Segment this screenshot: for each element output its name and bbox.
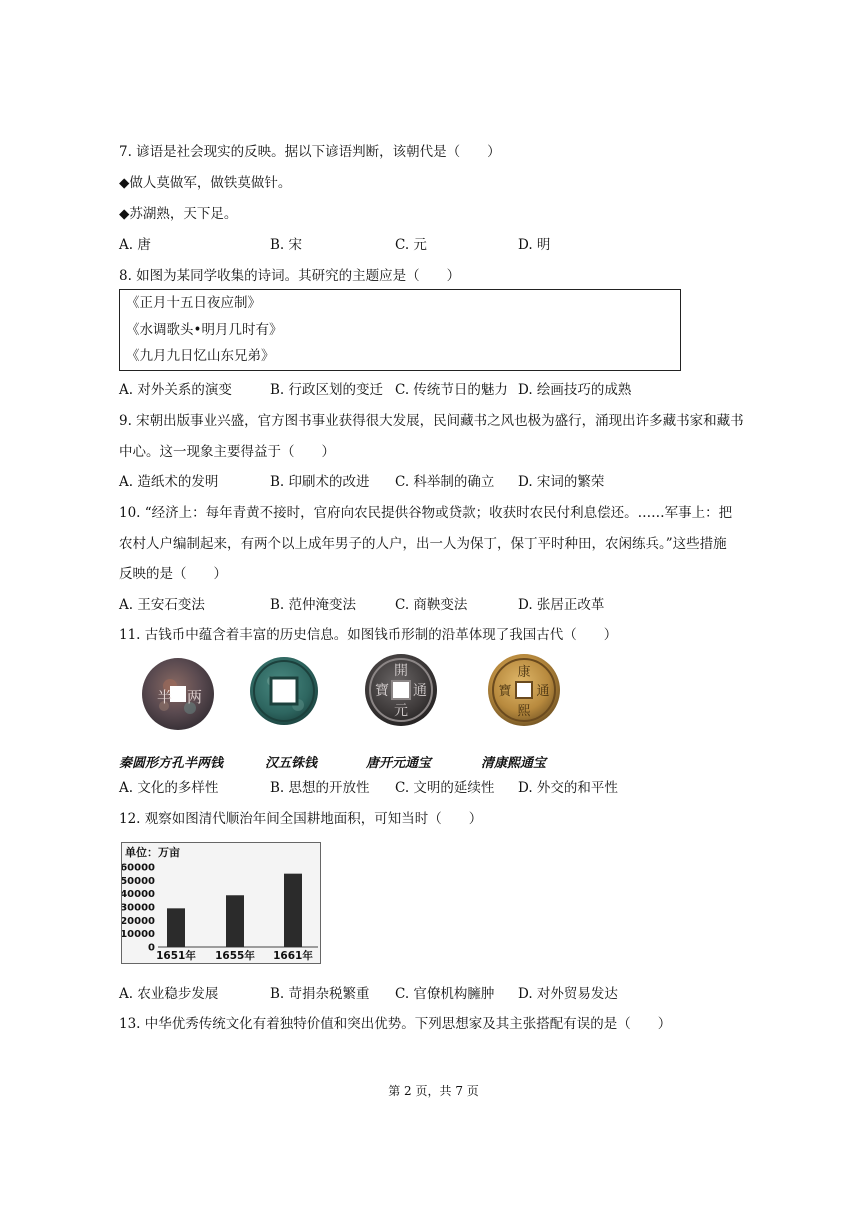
q11-option-c[interactable]: C. 文明的延续性: [395, 780, 495, 796]
q9-option-c[interactable]: C. 科举制的确立: [395, 474, 495, 490]
q11-stem: 11. 古钱币中蕴含着丰富的历史信息。如图钱币形制的沿革体现了我国古代（ ）: [119, 627, 618, 643]
y-tick-label: 0: [148, 942, 155, 954]
x-tick-label: 1661年: [273, 950, 313, 962]
x-tick-label: 1655年: [215, 950, 255, 962]
q8-poem-3: 《九月九日忆山东兄弟》: [126, 348, 275, 364]
qing-coin-char-bottom: 熙: [517, 704, 531, 719]
chart-title: 单位：万亩: [125, 846, 180, 859]
tang-coin-char-right: 通: [413, 683, 427, 699]
qing-kangxi-coin-image: [486, 652, 562, 728]
q9-stem-line-1: 9. 宋朝出版事业兴盛，官方图书事业获得很大发展，民间藏书之风也极为盛行，涌现出许多藏书家和藏书: [119, 413, 744, 429]
qing-coin-char-top: 康: [517, 665, 531, 680]
q11-option-b[interactable]: B. 思想的开放性: [270, 780, 370, 796]
q7-proverb-1: ◆做人莫做军，做铁莫做针。: [119, 175, 292, 191]
farmland-area-chart: [121, 842, 321, 964]
y-tick-label: 60000: [122, 862, 155, 874]
q9-option-d[interactable]: D. 宋词的繁荣: [518, 474, 605, 490]
qin-coin-char-1: 半: [157, 688, 173, 706]
q9-stem-line-2: 中心。这一现象主要得益于（ ）: [119, 444, 335, 460]
coin-caption-qin: 秦圆形方孔半两钱: [119, 756, 224, 771]
tang-coin-char-left: 寶: [375, 683, 389, 699]
q10-option-a[interactable]: A. 王安石变法: [119, 597, 205, 613]
q10-option-b[interactable]: B. 范仲淹变法: [270, 597, 357, 613]
han-wuzhu-coin-image: [248, 655, 320, 727]
coin-caption-tang: 唐开元通宝: [366, 756, 432, 771]
y-tick-label: 20000: [122, 915, 155, 927]
qing-coin-char-left: 寶: [498, 684, 512, 699]
q8-option-d[interactable]: D. 绘画技巧的成熟: [518, 382, 632, 398]
q13-stem: 13. 中华优秀传统文化有着独特价值和突出优势。下列思想家及其主张搭配有误的是（ ）: [119, 1016, 672, 1032]
q7-option-a[interactable]: A. 唐: [119, 237, 151, 253]
q8-poem-box: [119, 289, 681, 371]
y-tick-label: 30000: [122, 902, 155, 914]
q12-option-c[interactable]: C. 官僚机构臃肿: [395, 986, 495, 1002]
y-tick-label: 50000: [122, 875, 155, 887]
q10-stem-line-1: 10. “经济上：每年青黄不接时，官府向农民提供谷物或贷款；收获时农民付利息偿还。……军事上：把: [119, 505, 733, 521]
bar-1661年: [284, 874, 302, 947]
bar-1655年: [226, 895, 244, 947]
q8-option-b[interactable]: B. 行政区划的变迁: [270, 382, 384, 398]
q12-option-b[interactable]: B. 苛捐杂税繁重: [270, 986, 370, 1002]
q8-poem-1: 《正月十五日夜应制》: [126, 295, 261, 311]
qin-coin-char-2: 两: [187, 688, 203, 706]
q12-option-a[interactable]: A. 农业稳步发展: [119, 986, 219, 1002]
tang-coin-char-top: 開: [394, 663, 408, 679]
q7-proverb-2: ◆苏湖熟，天下足。: [119, 206, 238, 222]
q10-option-d[interactable]: D. 张居正改革: [518, 597, 605, 613]
q11-option-a[interactable]: A. 文化的多样性: [119, 780, 219, 796]
q9-option-b[interactable]: B. 印刷术的改进: [270, 474, 370, 490]
q7-option-d[interactable]: D. 明: [518, 237, 551, 253]
q12-stem: 12. 观察如图清代顺治年间全国耕地面积，可知当时（ ）: [119, 811, 483, 827]
q8-option-a[interactable]: A. 对外关系的演变: [119, 382, 232, 398]
coin-caption-qing: 清康熙通宝: [481, 756, 547, 771]
q10-stem-line-2: 农村人户编制起来，有两个以上成年男子的人户，出一人为保丁，保丁平时种田，农闲练兵。”这些措施: [119, 536, 727, 552]
q12-option-d[interactable]: D. 对外贸易发达: [518, 986, 618, 1002]
q7-stem: 7. 谚语是社会现实的反映。据以下谚语判断，该朝代是（ ）: [119, 144, 501, 160]
bar-1651年: [167, 908, 185, 947]
q7-option-c[interactable]: C. 元: [395, 237, 427, 253]
y-tick-label: 10000: [122, 929, 155, 941]
q11-option-d[interactable]: D. 外交的和平性: [518, 780, 618, 796]
qing-coin-char-right: 通: [536, 684, 550, 699]
tang-coin-char-bottom: 元: [394, 703, 408, 719]
page-footer: 第 2 页，共 7 页: [388, 1084, 479, 1098]
farmland-bar-chart-svg: [122, 843, 319, 962]
q8-option-c[interactable]: C. 传统节日的魅力: [395, 382, 508, 398]
q10-option-c[interactable]: C. 商鞅变法: [395, 597, 468, 613]
coin-caption-han: 汉五铢钱: [265, 756, 318, 771]
q8-stem: 8. 如图为某同学收集的诗词。其研究的主题应是（ ）: [119, 268, 461, 284]
y-tick-label: 40000: [122, 889, 155, 901]
q10-stem-line-3: 反映的是（ ）: [119, 566, 227, 582]
x-tick-label: 1651年: [156, 950, 196, 962]
q8-poem-2: 《水调歌头•明月几时有》: [126, 322, 283, 338]
q9-option-a[interactable]: A. 造纸术的发明: [119, 474, 219, 490]
q7-option-b[interactable]: B. 宋: [270, 237, 303, 253]
tang-kaiyuan-coin-image: [363, 652, 439, 728]
qin-banliang-coin-image: [140, 656, 216, 732]
